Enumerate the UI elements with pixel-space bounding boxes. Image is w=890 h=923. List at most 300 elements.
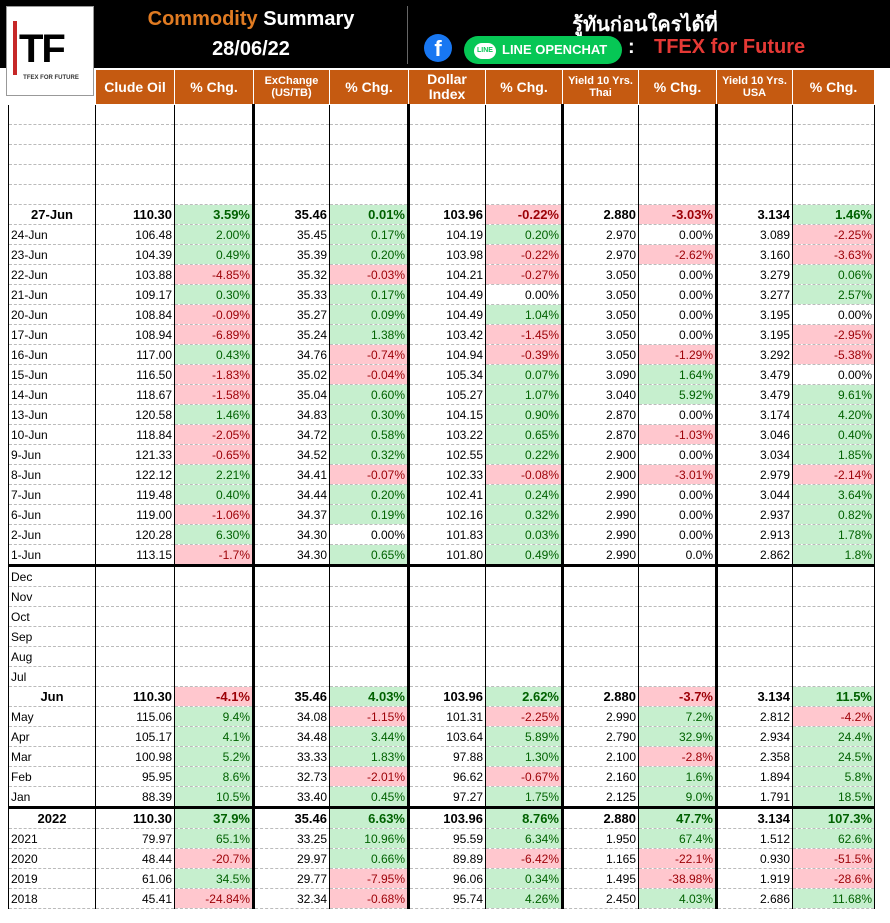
- row-label: Nov: [9, 587, 96, 607]
- row-label: [9, 165, 96, 185]
- value-cell: 2.937: [717, 505, 793, 525]
- value-cell: 3.044: [717, 485, 793, 505]
- pct-change-cell: [793, 587, 875, 607]
- pct-change-cell: 1.07%: [486, 385, 563, 405]
- value-cell: 3.050: [563, 265, 639, 285]
- value-cell: 3.050: [563, 345, 639, 365]
- column-header-8: % Chg.: [639, 70, 717, 105]
- value-cell: 122.12: [96, 465, 175, 485]
- pct-change-cell: 0.43%: [175, 345, 254, 365]
- pct-change-cell: 0.20%: [330, 485, 409, 505]
- pct-change-cell: -38.98%: [639, 869, 717, 889]
- value-cell: [254, 125, 330, 145]
- value-cell: 1.495: [563, 869, 639, 889]
- row-label: [9, 125, 96, 145]
- row-label: 23-Jun: [9, 245, 96, 265]
- value-cell: 105.34: [409, 365, 486, 385]
- pct-change-cell: 18.5%: [793, 787, 875, 808]
- pct-change-cell: 4.26%: [486, 889, 563, 909]
- value-cell: 34.41: [254, 465, 330, 485]
- row-label: Mar: [9, 747, 96, 767]
- value-cell: [717, 607, 793, 627]
- value-cell: 61.06: [96, 869, 175, 889]
- pct-change-cell: 0.00%: [639, 445, 717, 465]
- pct-change-cell: [793, 185, 875, 205]
- line-openchat-button[interactable]: LINE LINE OPENCHAT: [464, 36, 622, 64]
- value-cell: [409, 647, 486, 667]
- value-cell: 0.930: [717, 849, 793, 869]
- pct-change-cell: 1.83%: [330, 747, 409, 767]
- value-cell: 108.94: [96, 325, 175, 345]
- header-colon: :: [628, 36, 635, 58]
- pct-change-cell: [793, 647, 875, 667]
- pct-change-cell: 10.96%: [330, 829, 409, 849]
- value-cell: 32.73: [254, 767, 330, 787]
- pct-change-cell: [330, 667, 409, 687]
- pct-change-cell: 0.00%: [486, 285, 563, 305]
- pct-change-cell: [330, 627, 409, 647]
- value-cell: 2.990: [563, 485, 639, 505]
- value-cell: 3.292: [717, 345, 793, 365]
- value-cell: 95.74: [409, 889, 486, 909]
- value-cell: 3.277: [717, 285, 793, 305]
- pct-change-cell: 0.00%: [793, 365, 875, 385]
- value-cell: 103.96: [409, 687, 486, 707]
- pct-change-cell: [793, 667, 875, 687]
- value-cell: 34.83: [254, 405, 330, 425]
- value-cell: 115.06: [96, 707, 175, 727]
- pct-change-cell: -3.01%: [639, 465, 717, 485]
- pct-change-cell: 4.20%: [793, 405, 875, 425]
- value-cell: 3.479: [717, 365, 793, 385]
- pct-change-cell: 1.6%: [639, 767, 717, 787]
- pct-change-cell: 0.32%: [330, 445, 409, 465]
- value-cell: [717, 105, 793, 125]
- pct-change-cell: [486, 627, 563, 647]
- row-label: 15-Jun: [9, 365, 96, 385]
- pct-change-cell: 62.6%: [793, 829, 875, 849]
- logo-text: TF: [19, 27, 64, 71]
- value-cell: [254, 607, 330, 627]
- row-label: 2-Jun: [9, 525, 96, 545]
- row-label: 2020: [9, 849, 96, 869]
- value-cell: 104.49: [409, 285, 486, 305]
- pct-change-cell: 0.58%: [330, 425, 409, 445]
- value-cell: 100.98: [96, 747, 175, 767]
- pct-change-cell: -28.6%: [793, 869, 875, 889]
- line-icon: LINE: [474, 43, 496, 59]
- value-cell: 104.39: [96, 245, 175, 265]
- table-row: [9, 425, 875, 445]
- pct-change-cell: [486, 165, 563, 185]
- pct-change-cell: [330, 125, 409, 145]
- table-row: [9, 105, 875, 125]
- row-label: 10-Jun: [9, 425, 96, 445]
- pct-change-cell: [639, 627, 717, 647]
- row-label: Sep: [9, 627, 96, 647]
- table-row: [9, 849, 875, 869]
- value-cell: 29.97: [254, 849, 330, 869]
- header-bar: [0, 0, 890, 68]
- value-cell: 120.58: [96, 405, 175, 425]
- pct-change-cell: 37.9%: [175, 808, 254, 829]
- pct-change-cell: [639, 587, 717, 607]
- value-cell: 103.88: [96, 265, 175, 285]
- pct-change-cell: 1.64%: [639, 365, 717, 385]
- value-cell: 35.02: [254, 365, 330, 385]
- thai-slogan: รู้ทันก่อนใครได้ที่: [572, 12, 718, 36]
- pct-change-cell: 0.06%: [793, 265, 875, 285]
- pct-change-cell: [639, 647, 717, 667]
- value-cell: 108.84: [96, 305, 175, 325]
- pct-change-cell: 0.66%: [330, 849, 409, 869]
- pct-change-cell: -0.04%: [330, 365, 409, 385]
- value-cell: 3.134: [717, 687, 793, 707]
- value-cell: 105.17: [96, 727, 175, 747]
- pct-change-cell: 34.5%: [175, 869, 254, 889]
- pct-change-cell: [175, 185, 254, 205]
- value-cell: [409, 587, 486, 607]
- value-cell: 119.48: [96, 485, 175, 505]
- table-row: [9, 707, 875, 727]
- pct-change-cell: [330, 607, 409, 627]
- row-label: 16-Jun: [9, 345, 96, 365]
- pct-change-cell: 0.30%: [175, 285, 254, 305]
- pct-change-cell: 0.19%: [330, 505, 409, 525]
- value-cell: 3.046: [717, 425, 793, 445]
- pct-change-cell: 1.30%: [486, 747, 563, 767]
- pct-change-cell: 4.1%: [175, 727, 254, 747]
- pct-change-cell: 2.21%: [175, 465, 254, 485]
- pct-change-cell: 0.00%: [639, 225, 717, 245]
- pct-change-cell: 0.00%: [639, 405, 717, 425]
- pct-change-cell: 8.76%: [486, 808, 563, 829]
- table-row: [9, 525, 875, 545]
- row-label: 21-Jun: [9, 285, 96, 305]
- value-cell: 96.62: [409, 767, 486, 787]
- row-label: 2021: [9, 829, 96, 849]
- value-cell: 2.100: [563, 747, 639, 767]
- pct-change-cell: 9.4%: [175, 707, 254, 727]
- pct-change-cell: -1.45%: [486, 325, 563, 345]
- value-cell: [254, 145, 330, 165]
- pct-change-cell: 0.40%: [175, 485, 254, 505]
- pct-change-cell: 2.00%: [175, 225, 254, 245]
- pct-change-cell: [175, 566, 254, 587]
- value-cell: [96, 566, 175, 587]
- pct-change-cell: 3.44%: [330, 727, 409, 747]
- table-row: [9, 285, 875, 305]
- pct-change-cell: 0.00%: [639, 325, 717, 345]
- value-cell: 34.30: [254, 545, 330, 566]
- pct-change-cell: 1.78%: [793, 525, 875, 545]
- pct-change-cell: -0.65%: [175, 445, 254, 465]
- pct-change-cell: [639, 607, 717, 627]
- table-row: [9, 165, 875, 185]
- report-date: 28/06/22: [212, 38, 290, 60]
- value-cell: 2.880: [563, 808, 639, 829]
- pct-change-cell: [639, 145, 717, 165]
- pct-change-cell: [486, 607, 563, 627]
- pct-change-cell: 0.09%: [330, 305, 409, 325]
- value-cell: [409, 185, 486, 205]
- pct-change-cell: 7.2%: [639, 707, 717, 727]
- row-label: Aug: [9, 647, 96, 667]
- value-cell: 109.17: [96, 285, 175, 305]
- value-cell: [409, 667, 486, 687]
- pct-change-cell: -2.8%: [639, 747, 717, 767]
- value-cell: [563, 125, 639, 145]
- pct-change-cell: [486, 125, 563, 145]
- value-cell: [409, 627, 486, 647]
- value-cell: 32.34: [254, 889, 330, 909]
- table-row: [9, 445, 875, 465]
- value-cell: 1.919: [717, 869, 793, 889]
- value-cell: 3.195: [717, 325, 793, 345]
- value-cell: 102.16: [409, 505, 486, 525]
- pct-change-cell: 32.9%: [639, 727, 717, 747]
- pct-change-cell: 0.20%: [486, 225, 563, 245]
- pct-change-cell: [793, 627, 875, 647]
- facebook-icon[interactable]: f: [424, 34, 452, 62]
- row-label: 14-Jun: [9, 385, 96, 405]
- pct-change-cell: [175, 627, 254, 647]
- column-header-5: Dollar Index: [409, 70, 486, 105]
- pct-change-cell: -2.62%: [639, 245, 717, 265]
- pct-change-cell: 0.45%: [330, 787, 409, 808]
- pct-change-cell: -2.01%: [330, 767, 409, 787]
- table-row: [9, 667, 875, 687]
- pct-change-cell: 1.8%: [793, 545, 875, 566]
- value-cell: [563, 667, 639, 687]
- value-cell: [96, 587, 175, 607]
- row-label: 9-Jun: [9, 445, 96, 465]
- pct-change-cell: -3.03%: [639, 205, 717, 225]
- value-cell: 117.00: [96, 345, 175, 365]
- value-cell: 2.450: [563, 889, 639, 909]
- value-cell: 103.96: [409, 808, 486, 829]
- table-row: [9, 225, 875, 245]
- value-cell: 2.358: [717, 747, 793, 767]
- table-row: [9, 627, 875, 647]
- pct-change-cell: 0.34%: [486, 869, 563, 889]
- value-cell: 33.25: [254, 829, 330, 849]
- value-cell: [717, 165, 793, 185]
- pct-change-cell: [486, 667, 563, 687]
- pct-change-cell: [793, 105, 875, 125]
- value-cell: [563, 566, 639, 587]
- value-cell: 33.40: [254, 787, 330, 808]
- value-cell: 34.44: [254, 485, 330, 505]
- row-label: [9, 185, 96, 205]
- table-row: [9, 265, 875, 285]
- table-row: [9, 205, 875, 225]
- table-row: [9, 566, 875, 587]
- pct-change-cell: -2.95%: [793, 325, 875, 345]
- table-body: [9, 105, 875, 909]
- pct-change-cell: 1.46%: [175, 405, 254, 425]
- pct-change-cell: 24.5%: [793, 747, 875, 767]
- value-cell: 102.55: [409, 445, 486, 465]
- value-cell: 103.98: [409, 245, 486, 265]
- value-cell: 35.45: [254, 225, 330, 245]
- value-cell: 2.812: [717, 707, 793, 727]
- value-cell: 1.165: [563, 849, 639, 869]
- pct-change-cell: 9.61%: [793, 385, 875, 405]
- value-cell: 101.31: [409, 707, 486, 727]
- value-cell: 104.21: [409, 265, 486, 285]
- pct-change-cell: 0.90%: [486, 405, 563, 425]
- pct-change-cell: [330, 647, 409, 667]
- table-row: [9, 125, 875, 145]
- row-label: 2018: [9, 889, 96, 909]
- pct-change-cell: 0.20%: [330, 245, 409, 265]
- column-header-row: [9, 70, 875, 105]
- value-cell: [96, 647, 175, 667]
- pct-change-cell: 1.75%: [486, 787, 563, 808]
- row-label: 13-Jun: [9, 405, 96, 425]
- pct-change-cell: 0.30%: [330, 405, 409, 425]
- value-cell: 35.46: [254, 205, 330, 225]
- row-label: 2022: [9, 808, 96, 829]
- value-cell: 79.97: [96, 829, 175, 849]
- value-cell: 1.512: [717, 829, 793, 849]
- pct-change-cell: -5.38%: [793, 345, 875, 365]
- value-cell: [409, 607, 486, 627]
- value-cell: [96, 185, 175, 205]
- pct-change-cell: -3.7%: [639, 687, 717, 707]
- column-header-3: ExChange (US/TB): [254, 70, 330, 105]
- row-label: 27-Jun: [9, 205, 96, 225]
- pct-change-cell: -1.7%: [175, 545, 254, 566]
- pct-change-cell: 0.82%: [793, 505, 875, 525]
- value-cell: 2.880: [563, 687, 639, 707]
- pct-change-cell: [793, 125, 875, 145]
- column-header-2: % Chg.: [175, 70, 254, 105]
- pct-change-cell: 0.32%: [486, 505, 563, 525]
- value-cell: 2.870: [563, 425, 639, 445]
- pct-change-cell: -6.89%: [175, 325, 254, 345]
- value-cell: 45.41: [96, 889, 175, 909]
- table-row: [9, 687, 875, 707]
- summary-table: [8, 69, 875, 909]
- pct-change-cell: [330, 165, 409, 185]
- value-cell: [409, 145, 486, 165]
- value-cell: [409, 566, 486, 587]
- pct-change-cell: 65.1%: [175, 829, 254, 849]
- value-cell: [563, 105, 639, 125]
- row-label: 22-Jun: [9, 265, 96, 285]
- table-row: [9, 829, 875, 849]
- value-cell: 35.27: [254, 305, 330, 325]
- value-cell: 3.479: [717, 385, 793, 405]
- pct-change-cell: [175, 607, 254, 627]
- value-cell: 34.72: [254, 425, 330, 445]
- value-cell: [254, 627, 330, 647]
- pct-change-cell: 0.49%: [175, 245, 254, 265]
- row-label: Jul: [9, 667, 96, 687]
- value-cell: 2.125: [563, 787, 639, 808]
- table-row: [9, 465, 875, 485]
- value-cell: 2.900: [563, 445, 639, 465]
- pct-change-cell: 0.65%: [486, 425, 563, 445]
- pct-change-cell: 3.64%: [793, 485, 875, 505]
- pct-change-cell: -0.39%: [486, 345, 563, 365]
- pct-change-cell: 2.62%: [486, 687, 563, 707]
- value-cell: [409, 105, 486, 125]
- pct-change-cell: -0.03%: [330, 265, 409, 285]
- value-cell: [717, 566, 793, 587]
- value-cell: [409, 125, 486, 145]
- value-cell: 102.41: [409, 485, 486, 505]
- table-row: [9, 365, 875, 385]
- value-cell: 2.970: [563, 245, 639, 265]
- table-row: [9, 747, 875, 767]
- value-cell: 103.96: [409, 205, 486, 225]
- pct-change-cell: [330, 145, 409, 165]
- pct-change-cell: [793, 145, 875, 165]
- pct-change-cell: -2.05%: [175, 425, 254, 445]
- value-cell: 3.174: [717, 405, 793, 425]
- value-cell: 33.33: [254, 747, 330, 767]
- pct-change-cell: 6.63%: [330, 808, 409, 829]
- value-cell: 2.913: [717, 525, 793, 545]
- value-cell: 2.686: [717, 889, 793, 909]
- pct-change-cell: -1.06%: [175, 505, 254, 525]
- row-label: May: [9, 707, 96, 727]
- column-header-1: Clude Oil: [96, 70, 175, 105]
- value-cell: 97.88: [409, 747, 486, 767]
- table-row: [9, 767, 875, 787]
- pct-change-cell: -0.07%: [330, 465, 409, 485]
- pct-change-cell: -0.22%: [486, 245, 563, 265]
- pct-change-cell: 1.46%: [793, 205, 875, 225]
- value-cell: [563, 185, 639, 205]
- pct-change-cell: 6.34%: [486, 829, 563, 849]
- pct-change-cell: 0.00%: [639, 525, 717, 545]
- pct-change-cell: [639, 185, 717, 205]
- pct-change-cell: -0.68%: [330, 889, 409, 909]
- value-cell: 2.934: [717, 727, 793, 747]
- table-row: [9, 647, 875, 667]
- pct-change-cell: [330, 185, 409, 205]
- pct-change-cell: -1.58%: [175, 385, 254, 405]
- pct-change-cell: 5.89%: [486, 727, 563, 747]
- value-cell: 2.990: [563, 707, 639, 727]
- value-cell: [96, 607, 175, 627]
- pct-change-cell: 0.00%: [639, 285, 717, 305]
- column-header-10: % Chg.: [793, 70, 875, 105]
- pct-change-cell: 5.8%: [793, 767, 875, 787]
- value-cell: 88.39: [96, 787, 175, 808]
- pct-change-cell: 1.85%: [793, 445, 875, 465]
- column-header-9: Yield 10 Yrs. USA: [717, 70, 793, 105]
- pct-change-cell: [793, 566, 875, 587]
- pct-change-cell: -1.15%: [330, 707, 409, 727]
- column-header-7: Yield 10 Yrs. Thai: [563, 70, 639, 105]
- value-cell: 118.84: [96, 425, 175, 445]
- pct-change-cell: [175, 105, 254, 125]
- value-cell: 2.990: [563, 525, 639, 545]
- pct-change-cell: -20.7%: [175, 849, 254, 869]
- pct-change-cell: -1.03%: [639, 425, 717, 445]
- pct-change-cell: 0.00%: [639, 485, 717, 505]
- value-cell: 2.862: [717, 545, 793, 566]
- table-row: [9, 245, 875, 265]
- table-row: [9, 587, 875, 607]
- value-cell: 35.32: [254, 265, 330, 285]
- table-row: [9, 145, 875, 165]
